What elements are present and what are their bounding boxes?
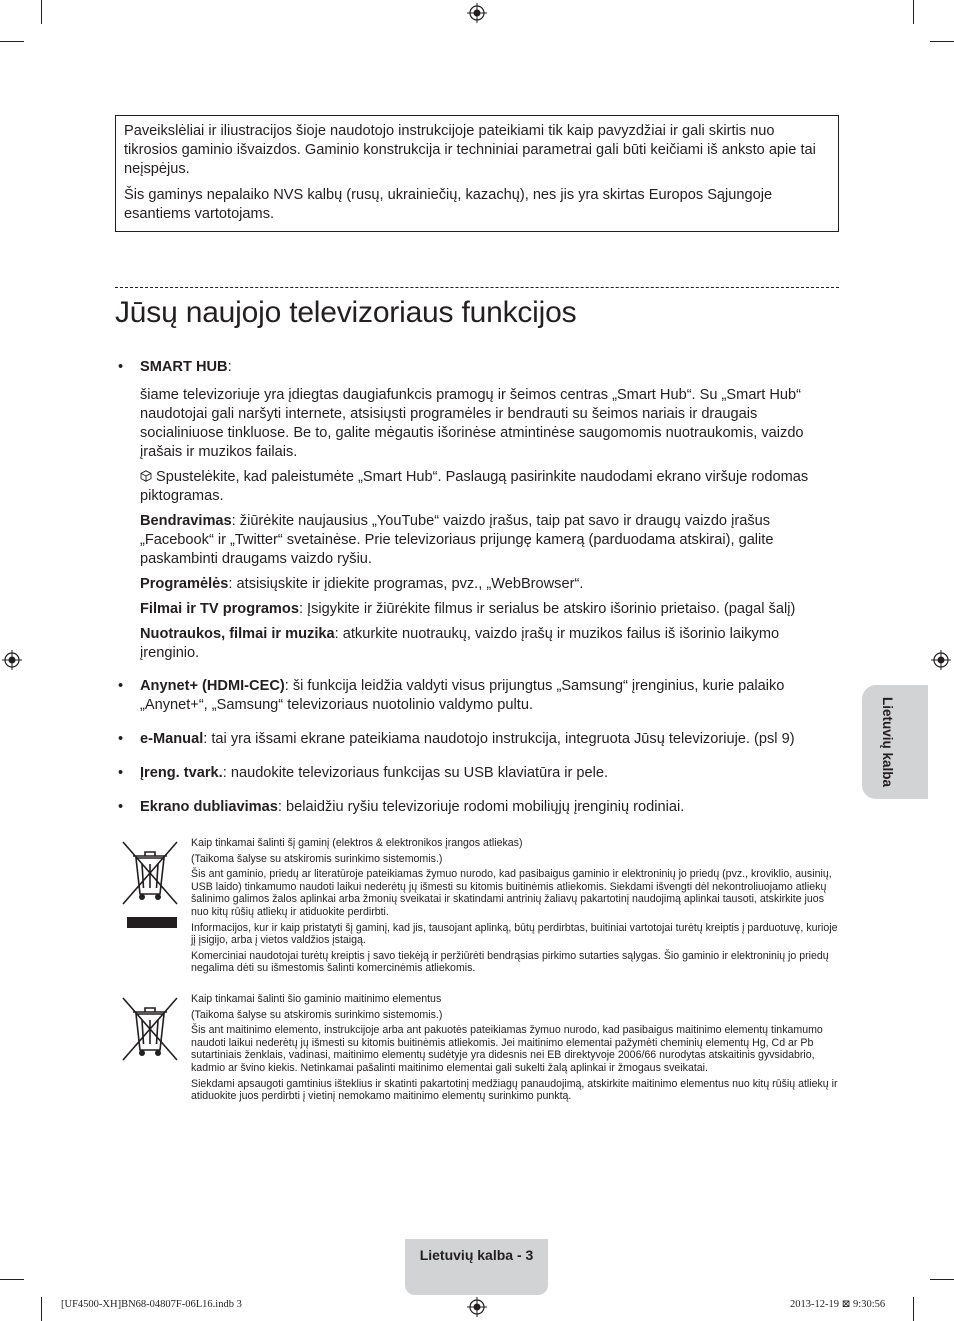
disposal-paragraph: Komerciniai naudotojai turėtų kreiptis į savo tiekėją ir peržiūrėti bendrąsias pirkimo sutarties sąlygas. Šio gaminio ir elektroninių jo priedų negalima dėti su išmestomis šalinti komercinėmis atliekomis. <box>191 949 829 975</box>
sub-feature-text: : žiūrėkite naujausius „YouTube“ vaizdo įrašus, taip pat savo ir draugų vaizdo įrašus „Facebook“ ir „Twitter“ svetainėse. Prie televizoriaus prijungę kamerą (parduodama atskirai), galite paskambinti draugams vaizdo ryšiu. <box>140 513 774 567</box>
crop-mark <box>0 1279 24 1280</box>
list-item <box>115 677 839 715</box>
disposal-product-section <box>191 837 839 975</box>
section-divider <box>115 287 839 288</box>
feature-label: Ekrano dubliavimas <box>140 799 278 815</box>
disposal-subheading: (Taikoma šalyse su atskiromis surinkimo sistemomis.) <box>191 852 443 865</box>
list-item <box>115 358 839 663</box>
sub-feature <box>140 600 839 619</box>
feature-label: SMART HUB <box>140 359 228 375</box>
list-item <box>115 764 839 783</box>
sub-feature-label: Filmai ir TV programos <box>140 601 299 617</box>
crop-mark <box>913 0 914 24</box>
print-slug-file: [UF4500-XH]BN68-04807F-06L16.indb 3 <box>61 1299 242 1310</box>
disposal-heading: Kaip tinkamai šalinti šį gaminį (elektros & elektronikos įrangos atliekas) <box>191 837 523 849</box>
sub-feature-text: : atsisiųskite ir įdiekite programas, pvz., „WebBrowser“. <box>228 576 584 592</box>
sub-feature-text: : Įsigykite ir žiūrėkite filmus ir serialus be atskiro išorinio prietaiso. (pagal šalį) <box>298 601 796 617</box>
crossed-bin-icon <box>119 838 181 932</box>
crop-mark <box>41 1297 42 1321</box>
feature-description: šiame televizoriuje yra įdiegtas daugiafunkcis pramogų ir šeimos centras „Smart Hub“. Su „Smart Hub“ naudotojai gali naršyti internete, atsisiųsti programėles ir bendrauti su šeimos nariais ir draugais socialiniuose tinkluose. Be to, galite mėgautis išorinėse atmintinėse saugomomis nuotraukomis, vaizdo įrašais ir muzikos failais. <box>140 387 804 460</box>
notice-paragraph: Šis gaminys nepalaiko NVS kalbų (rusų, ukrainiečių, kazachų), nes jis yra skirtas Europos Sąjungoje esantiems vartotojams. <box>124 187 773 222</box>
disposal-subheading: (Taikoma šalyse su atskiromis surinkimo sistemomis.) <box>191 1008 443 1021</box>
smart-hub-icon <box>140 470 152 482</box>
sub-feature-text: : atkurkite nuotraukų, vaizdo įrašų ir muzikos failus iš išorinio laikymo įrenginio. <box>140 626 780 661</box>
disposal-paragraph: Šis ant gaminio, priedų ar literatūroje pateikiamas žymuo nurodo, kad pasibaigus gaminio ir elektroninių jo priedų (pvz., kroviklio, ausinių, USB laido) tinkamumo naudoti laikui nederėtų jų išmesti su kitomis buitinėmis atliekomis. Siekdami išvengti dėl nekontroliuojamo atliekų šalinimo galimos žalos aplinkai arba žmonių sveikatai ir skatindami antrinių žaliavų pakartotinį naudojimą aplinkai tausoti, atskirkite juos nuo kitų rūšių atliekų ir atiduokite perdirbti. <box>191 868 832 918</box>
bullet-marker: • <box>118 765 124 781</box>
sub-feature-label: Bendravimas <box>140 513 232 529</box>
print-slug-date: 2013-12-19 ⊠ 9:30:56 <box>790 1299 886 1310</box>
registration-mark-icon <box>467 3 487 23</box>
feature-colon: : <box>227 359 232 375</box>
feature-label: Anynet+ (HDMI-CEC) <box>140 678 285 694</box>
bullet-marker: • <box>118 678 124 694</box>
crossed-bin-battery-icon <box>119 994 181 1064</box>
disposal-paragraph: Siekdami apsaugoti gamtinius išteklius ir skatinti pakartotinį medžiagų panaudojimą, atskirkite maitinimo elementus nuo kitų rūšių atliekų ir atiduokite juos perdirbti į vietinį nemokamo maitinimo elementų surinkimo punktą. <box>191 1077 838 1103</box>
disposal-battery-section <box>191 993 839 1103</box>
sub-feature <box>140 512 839 569</box>
sub-feature <box>140 625 839 663</box>
registration-mark-icon <box>467 1297 487 1317</box>
crop-mark <box>41 0 42 24</box>
disposal-paragraph: Informacijos, kur ir kaip pristatyti šį gaminį, kad jis, tausojant aplinką, būtų perdirbtas, buitiniai vartotojai turėtų kreiptis į parduotuvę, kurioje jį įsigijo, arba į vietos valdžios įstaigą. <box>191 921 838 947</box>
feature-text: : tai yra išsami ekrane pateikiama naudotojo instrukcija, integruota Jūsų televizoriuje. (psl 9) <box>203 731 795 747</box>
bullet-marker: • <box>118 799 124 815</box>
sub-feature-label: Nuotraukos, filmai ir muzika <box>140 626 335 642</box>
crop-mark <box>913 1297 914 1321</box>
disposal-paragraph: Šis ant maitinimo elemento, instrukcijoje arba ant pakuotės pateikiamas žymuo nurodo, kad pasibaigus maitinimo elementų tinkamumo naudoti laikui nederėtų jų išmesti su kitomis buitinėmis atliekomis. Jei maitinimo elementai pažymėti cheminių elementų Hg, Cd ar Pb sutartiniais ženklais, vadinasi, maitinimo elementų sudėtyje yra didesnis nei EB direktyvoje 2006/66 nurodytas atskaitinis gyvsidabrio, kadmio ar švino kiekis. Netinkamai pašalinti maitinimo elementai gali sukelti žalą aplinkai ir žmogaus sveikatai. <box>191 1024 823 1074</box>
language-side-tab-label: Lietuvių kalba <box>880 696 895 788</box>
crop-mark <box>930 41 954 42</box>
feature-label: e-Manual <box>140 731 204 747</box>
list-item <box>115 798 839 817</box>
bullet-marker: • <box>118 731 124 747</box>
page-title: Jūsų naujojo televizoriaus funkcijos <box>115 296 577 329</box>
sub-feature-label: Programėlės <box>140 576 229 592</box>
page-number: Lietuvių kalba - 3 <box>419 1247 534 1263</box>
bullet-marker: • <box>118 359 124 375</box>
smart-hub-hint <box>140 468 839 506</box>
disposal-heading: Kaip tinkamai šalinti šio gaminio maitinimo elementus <box>191 993 442 1005</box>
list-item <box>115 730 839 749</box>
feature-label: Įreng. tvark. <box>140 765 223 781</box>
sub-feature <box>140 575 839 594</box>
notice-box <box>115 115 839 232</box>
smart-hub-hint-text: Spustelėkite, kad paleistumėte „Smart Hub“. Paslaugą pasirinkite naudodami ekrano viršuje rodomas piktogramas. <box>140 469 809 504</box>
feature-text: : belaidžiu ryšiu televizoriuje rodomi mobiliųjų įrenginių rodiniai. <box>277 799 685 815</box>
notice-paragraph: Paveikslėliai ir iliustracijos šioje naudotojo instrukcijoje pateikiami tik kaip pavyzdžiai ir gali skirtis nuo tikrosios gaminio išvaizdos. Gaminio konstrukcija ir techniniai parametrai gali būti keičiami iš anksto apie tai neįspėjus. <box>124 123 816 177</box>
feature-list <box>115 358 839 817</box>
feature-text: : naudokite televizoriaus funkcijas su USB klaviatūra ir pele. <box>222 765 609 781</box>
registration-mark-icon <box>2 650 22 670</box>
feature-text: : ši funkcija leidžia valdyti visus prijungtus „Samsung“ įrenginius, kurie palaiko „Anynet+“, „Samsung“ televizoriaus nuotolinio valdymo pultu. <box>140 678 785 713</box>
registration-mark-icon <box>931 650 951 670</box>
crop-mark <box>0 41 24 42</box>
crop-mark <box>930 1279 954 1280</box>
